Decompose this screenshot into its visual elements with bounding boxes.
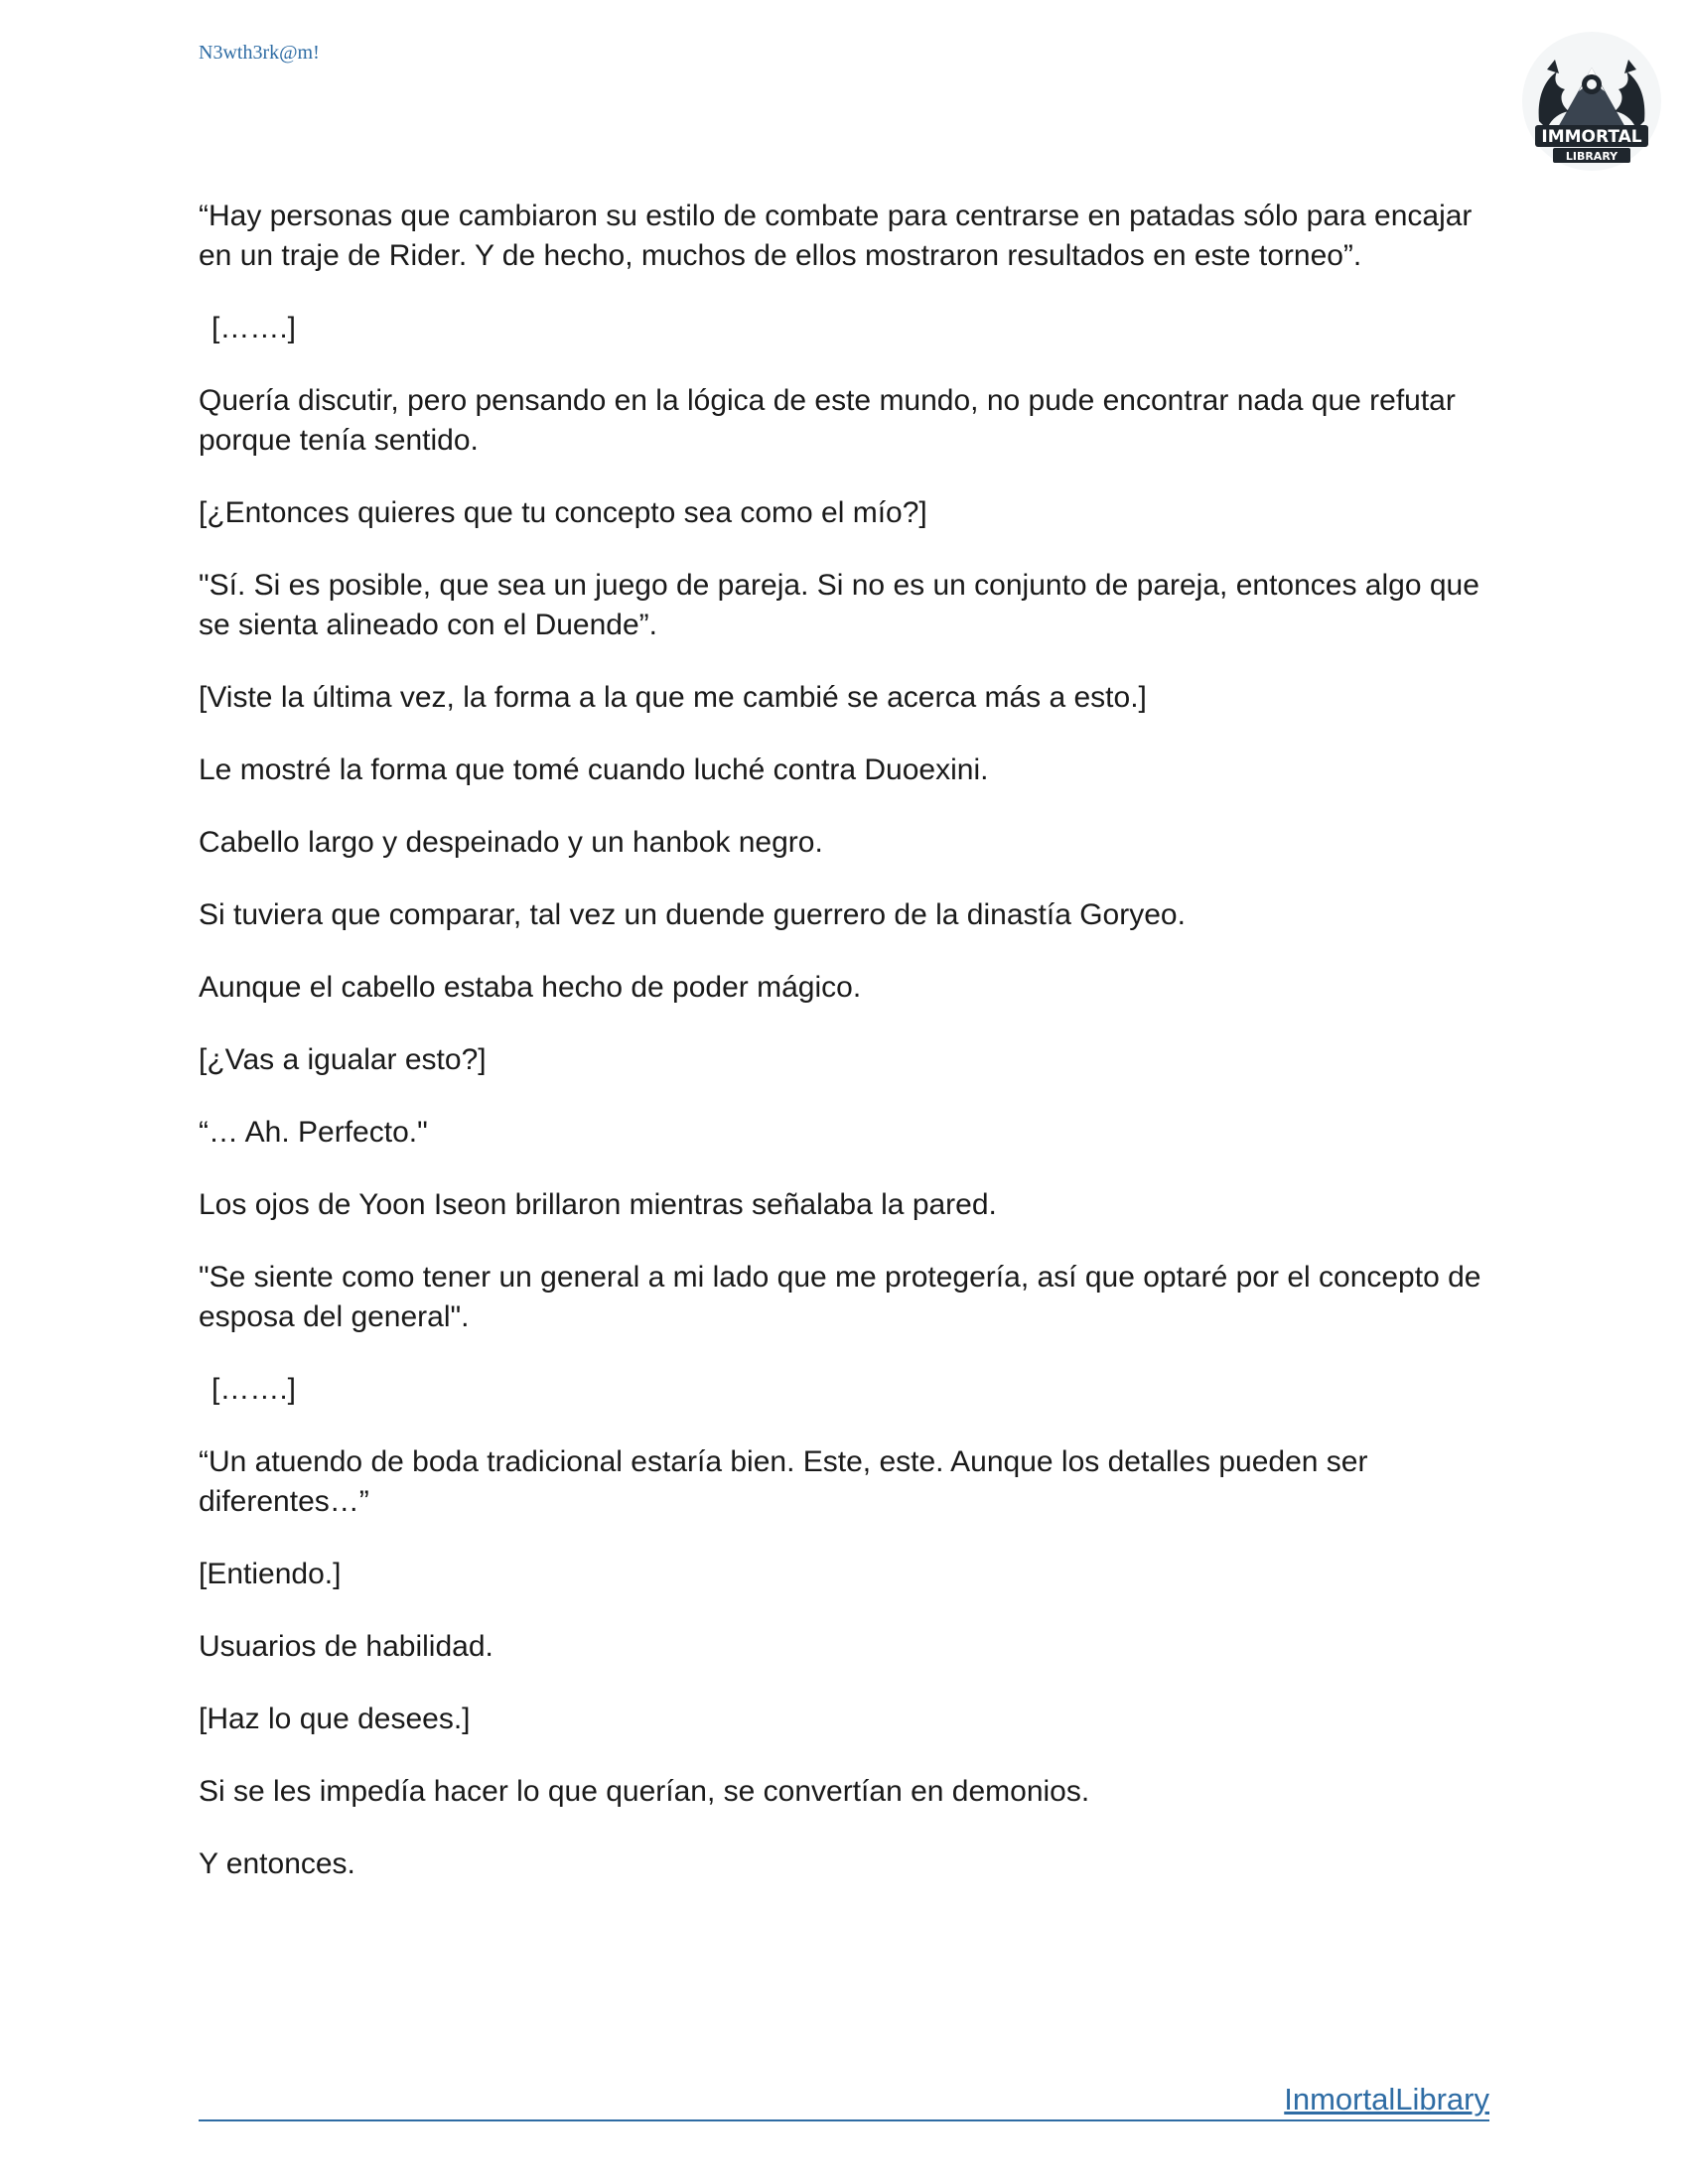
paragraph: "Se siente como tener un general a mi lado que me protegería, así que optaré por el concepto de esposa del general". [199, 1261, 1489, 1333]
header-tag: N3wth3rk@m! [199, 42, 320, 64]
paragraph: "Sí. Si es posible, que sea un juego de pareja. Si no es un conjunto de pareja, entonces algo que se sienta alineado con el Duende”. [199, 569, 1488, 641]
paragraph: [Haz lo que desees.] [199, 1703, 471, 1735]
paragraph: Si tuviera que comparar, tal vez un duende guerrero de la dinastía Goryeo. [199, 898, 1186, 931]
immortal-library-logo [1517, 30, 1666, 179]
paragraph: [Entiendo.] [199, 1558, 342, 1590]
footer-site-link[interactable]: InmortalLibrary [1284, 2082, 1489, 2116]
paragraph: Los ojos de Yoon Iseon brillaron mientras señalaba la pared. [199, 1188, 997, 1221]
logo-line1: IMMORTAL [1541, 127, 1642, 147]
logo-line2: LIBRARY [1565, 150, 1618, 163]
paragraph: Usuarios de habilidad. [199, 1630, 493, 1663]
paragraph: “Hay personas que cambiaron su estilo de combate para centrarse en patadas sólo para encajar en un traje de Rider. Y de hecho, muchos de ellos mostraron resultados en este torneo”. [199, 200, 1480, 272]
paragraph: Quería discutir, pero pensando en la lógica de este mundo, no pude encontrar nada que refutar porque tenía sentido. [199, 384, 1465, 457]
paragraph: [¿Vas a igualar esto?] [199, 1043, 487, 1076]
paragraph: Cabello largo y despeinado y un hanbok negro. [199, 826, 823, 859]
paragraph: […….] [211, 1373, 297, 1406]
paragraph: […….] [211, 312, 297, 344]
dragon-crest-icon [1517, 30, 1666, 179]
footer-rule [199, 2119, 1489, 2121]
paragraph: Y entonces. [199, 1847, 355, 1880]
chapter-body [199, 197, 1499, 1917]
paragraph: Le mostré la forma que tomé cuando luché contra Duoexini. [199, 753, 989, 786]
paragraph: Aunque el cabello estaba hecho de poder mágico. [199, 971, 862, 1004]
paragraph: “… Ah. Perfecto." [199, 1116, 428, 1149]
paragraph: Si se les impedía hacer lo que querían, se convertían en demonios. [199, 1775, 1090, 1808]
paragraph: “Un atuendo de boda tradicional estaría bien. Este, este. Aunque los detalles pueden ser diferentes…” [199, 1445, 1376, 1518]
paragraph: [Viste la última vez, la forma a la que me cambié se acerca más a esto.] [199, 681, 1147, 714]
paragraph: [¿Entonces quieres que tu concepto sea como el mío?] [199, 496, 927, 529]
